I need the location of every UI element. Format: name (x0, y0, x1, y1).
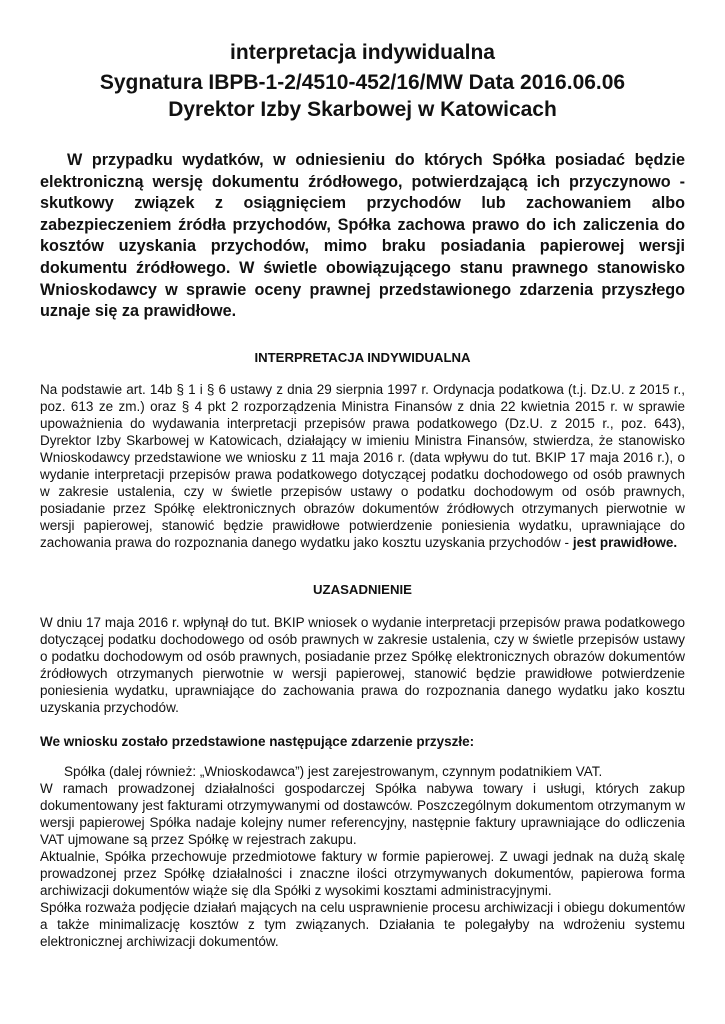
facts-paragraph-2: W ramach prowadzonej działalności gospodarczej Spółka nabywa towary i usługi, których zakup dokumentowany jest fakturami otrzymywanymi od dostawców. Poszczególnym dokumentom otrzymanym w wersji papierowej Spółka nadaje kolejny numer referencyjny, następnie faktury uprawniające do odliczenia VAT ujmowane są przez Spółkę w rejestrach zakupu. (40, 781, 685, 847)
facts-heading: We wniosku zostało przedstawione następujące zdarzenie przyszłe: (40, 734, 475, 749)
facts-body (40, 763, 685, 950)
facts-paragraph-4: Spółka rozważa podjęcie działań mających na celu usprawnienie procesu archiwizacji i obiegu dokumentów a także minimalizację kosztów z tym związanych. Działania te polegałyby na wdrożeniu systemu elektronicznej archiwizacji dokumentów. (40, 900, 685, 949)
signature-and-date: Sygnatura IBPB-1-2/4510-452/16/MW Data 2016.06.06 (99, 71, 626, 94)
document-type-title: interpretacja indywidualna (230, 41, 495, 64)
verdict: jest prawidłowe. (572, 535, 678, 550)
interpretation-body: Na podstawie art. 14b § 1 i § 6 ustawy z dnia 29 sierpnia 1997 r. Ordynacja podatkowa (t.j. Dz.U. z 2015 r., poz. 613 ze zm.) oraz § 4 pkt 2 rozporządzenia Ministra Finansów z dnia 22 kwietnia 2015 r. w sprawie upoważnienia do wydawania interpretacji przepisów prawa podatkowego (Dz.U. z 2015 r., poz. 643), Dyrektor Izby Skarbowej w Katowicach, działający w imieniu Ministra Finansów, stwierdza, że stanowisko Wnioskodawcy przedstawione we wniosku z 11 maja 2016 r. (data wpływu do tut. BKIP 17 maja 2016 r.), o wydanie interpretacji przepisów prawa podatkowego dotyczącej podatku dochodowego od osób prawnych w zakresie ustalenia, czy w świetle przepisów ustawy o podatku dochodowym od osób prawnych, posiadanie przez Spółkę elektronicznych obrazów dokumentów źródłowych otrzymanych pierwotnie w wersji papierowej, stanowić będzie prawidłowe potwierdzenie poniesienia wydatku, uprawniające do zachowania prawa do rozpoznania danego wydatku jako kosztu uzyskania przychodów - (40, 382, 685, 550)
issuing-authority: Dyrektor Izby Skarbowej w Katowicach (168, 98, 557, 121)
facts-paragraph-3: Aktualnie, Spółka przechowuje przedmiotowe faktury w formie papierowej. Z uwagi jednak na dużą skalę prowadzonej przez Spółkę działalności i znaczne ilości otrzymywanych dokumentów, papierowa forma archiwizacji dokumentów wiąże się dla Spółki z wysokimi kosztami administracyjnymi. (40, 849, 685, 898)
section-heading-interpretation: INTERPRETACJA INDYWIDUALNA (254, 350, 471, 365)
interpretation-text (40, 381, 685, 551)
justification-text: W dniu 17 maja 2016 r. wpłynął do tut. BKIP wniosek o wydanie interpretacji przepisów prawa podatkowego dotyczącej podatku dochodowego od osób prawnych w zakresie ustalenia, czy w świetle przepisów ustawy o podatku dochodowym od osób prawnych, posiadanie przez Spółkę elektronicznych obrazów dokumentów źródłowych otrzymanych pierwotnie w wersji papierowej, stanowić będzie prawidłowe potwierdzenie poniesienia wydatku, uprawniające do zachowania prawa do rozpoznania danego wydatku jako kosztu uzyskania przychodów. (40, 615, 685, 715)
summary-thesis: W przypadku wydatków, w odniesieniu do których Spółka posiadać będzie elektroniczną wersję dokumentu źródłowego, potwierdzającą ich przyczynowo - skutkowy związek z osiągnięciem przychodów lub zachowaniem albo zabezpieczeniem źródła przychodów, Spółka zachowa prawo do ich zaliczenia do kosztów uzyskania przychodów, mimo braku posiadania papierowej wersji dokumentu źródłowego. W świetle obowiązującego stanu prawnego stanowisko Wnioskodawcy w sprawie oceny prawnej przedstawionego zdarzenia przyszłego uznaje się za prawidłowe. (40, 151, 685, 321)
section-heading-justification: UZASADNIENIE (313, 582, 412, 597)
facts-paragraph-1: Spółka (dalej również: „Wnioskodawca”) jest zarejestrowanym, czynnym podatnikiem VAT. (64, 764, 603, 779)
